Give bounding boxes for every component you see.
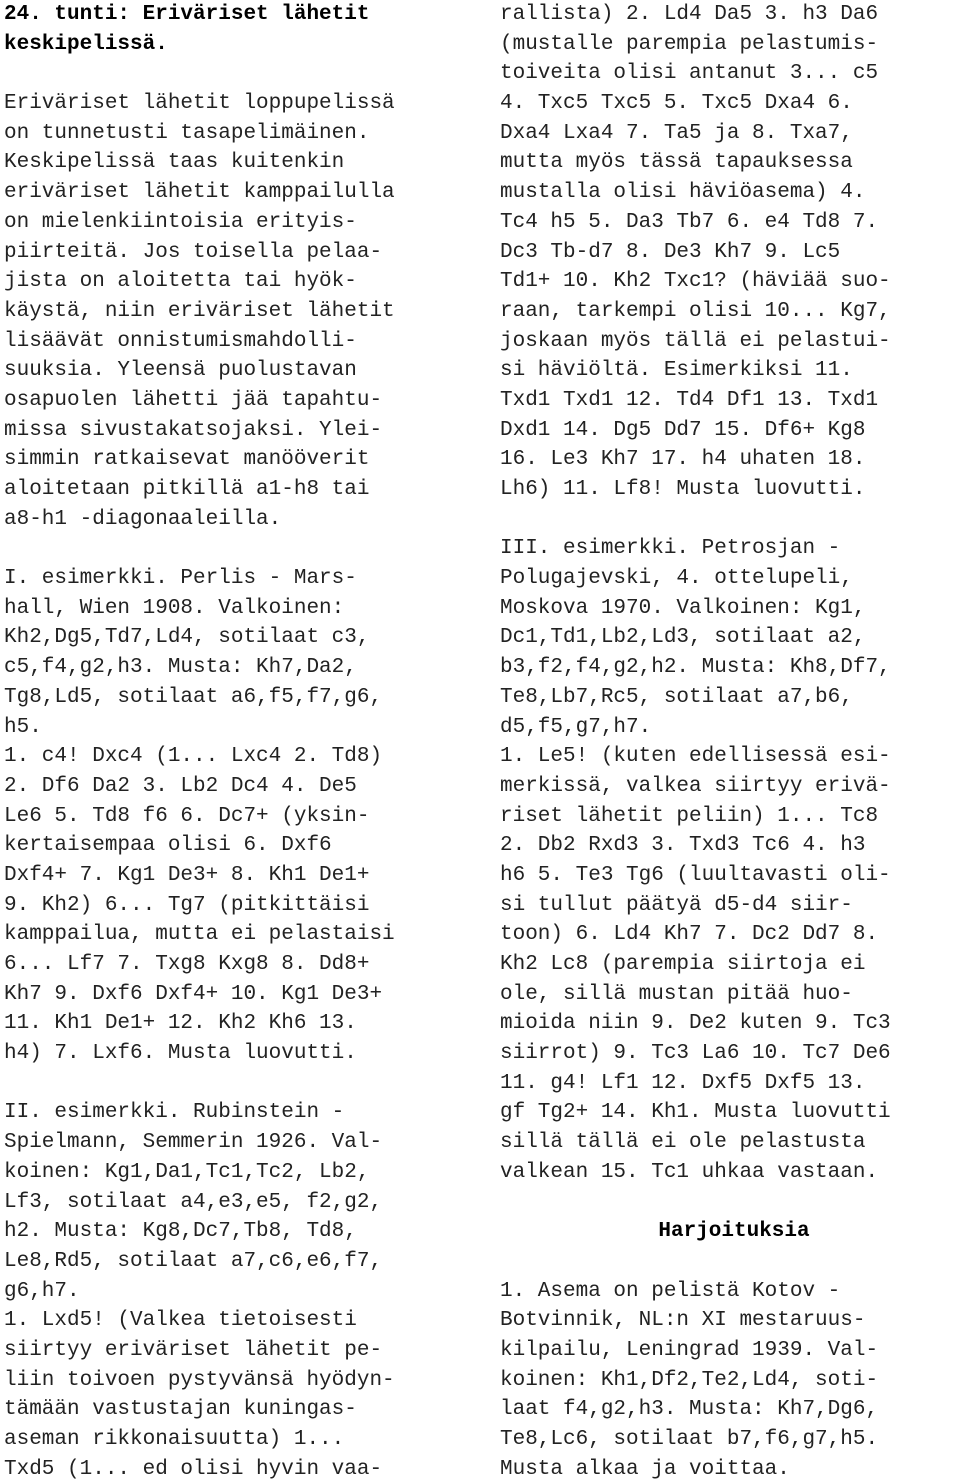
text-line: 1. Asema on pelistä Kotov - bbox=[500, 1279, 841, 1303]
text-line: Le6 5. Td8 f6 6. Dc7+ (yksin- bbox=[4, 804, 370, 828]
text-line: laat f4,g2,h3. Musta: Kh7,Dg6, bbox=[500, 1398, 879, 1422]
example-1 bbox=[4, 564, 472, 1069]
text-line: kilpailu, Leningrad 1939. Val- bbox=[500, 1338, 879, 1362]
text-line: Tg8,Ld5, sotilaat a6,f5,f7,g6, bbox=[4, 685, 383, 709]
text-line: h4) 7. Lxf6. Musta luovutti. bbox=[4, 1042, 357, 1066]
text-line: mutta myös tässä tapauksessa bbox=[500, 151, 853, 175]
text-line: 16. Le3 Kh7 17. h4 uhaten 18. bbox=[500, 448, 866, 472]
text-line: gf Tg2+ 14. Kh1. Musta luovutti bbox=[500, 1101, 891, 1125]
text-line: aloitetaan pitkillä a1-h8 tai bbox=[4, 478, 370, 501]
text-line: Musta alkaa ja voittaa. bbox=[500, 1457, 790, 1481]
text-line: 2. Db2 Rxd3 3. Txd3 Tc6 4. h3 bbox=[500, 834, 866, 858]
text-line: h5. bbox=[4, 715, 42, 739]
text-line: h6 5. Te3 Tg6 (luultavasti oli- bbox=[500, 863, 891, 887]
text-line: Dc1,Td1,Lb2,Ld3, sotilaat a2, bbox=[500, 626, 866, 650]
text-line: aseman rikkonaisuutta) 1... bbox=[4, 1428, 345, 1451]
text-line: on tunnetusti tasapelimäinen. bbox=[4, 121, 370, 145]
text-line: Dxa4 Lxa4 7. Ta5 ja 8. Txa7, bbox=[500, 121, 853, 145]
text-line: mioida niin 9. De2 kuten 9. Tc3 bbox=[500, 1012, 891, 1036]
text-line: riset lähetit peliin) 1... Tc8 bbox=[500, 804, 879, 828]
text-line: Kh2,Dg5,Td7,Ld4, sotilaat c3, bbox=[4, 626, 370, 650]
example-3 bbox=[500, 534, 960, 1187]
text-line: 2. Df6 Da2 3. Lb2 Dc4 4. De5 bbox=[4, 774, 357, 798]
example-2-continued bbox=[500, 0, 960, 505]
text-line: koinen: Kh1,Df2,Te2,Ld4, soti- bbox=[500, 1368, 879, 1392]
text-line: Txd1 Txd1 12. Td4 Df1 13. Txd1 bbox=[500, 388, 879, 412]
text-line: joskaan myös tällä ei pelastui- bbox=[500, 329, 891, 353]
example-2 bbox=[4, 1098, 472, 1484]
text-line: raan, tarkempi olisi 10... Kg7, bbox=[500, 299, 891, 323]
text-line: Tc4 h5 5. Da3 Tb7 6. e4 Td8 7. bbox=[500, 210, 879, 234]
text-line: Keskipelissä taas kuitenkin bbox=[4, 151, 345, 175]
text-line: a8-h1 -diagonaaleilla. bbox=[4, 507, 282, 531]
text-line: piirteitä. Jos toisella pelaa- bbox=[4, 240, 383, 264]
text-line: Td1+ 10. Kh2 Txc1? (häviää suo- bbox=[500, 270, 891, 294]
text-line: d5,f5,g7,h7. bbox=[500, 715, 652, 739]
text-line: 1. Lxd5! (Valkea tietoisesti bbox=[4, 1309, 357, 1333]
text-line: simmin ratkaisevat manööverit bbox=[4, 448, 370, 472]
title-line: 24. tunti: Eriväriset lähetit bbox=[4, 3, 370, 26]
text-line: 11. Kh1 De1+ 12. Kh2 Kh6 13. bbox=[4, 1012, 357, 1036]
text-line: 4. Txc5 Txc5 5. Txc5 Dxa4 6. bbox=[500, 92, 853, 116]
text-line: Moskova 1970. Valkoinen: Kg1, bbox=[500, 596, 866, 620]
text-line: tämään vastustajan kuningas- bbox=[4, 1398, 357, 1422]
text-line: Kh7 9. Dxf6 Dxf4+ 10. Kg1 De3+ bbox=[4, 982, 383, 1006]
text-line: b3,f2,f4,g2,h2. Musta: Kh8,Df7, bbox=[500, 656, 891, 680]
text-line: Botvinnik, NL:n XI mestaruus- bbox=[500, 1309, 866, 1333]
text-line: Te8,Lc6, sotilaat b7,f6,g7,h5. bbox=[500, 1428, 879, 1451]
text-line: eriväriset lähetit kamppailulla bbox=[4, 181, 395, 205]
text-line: missa sivustakatsojaksi. Ylei- bbox=[4, 418, 383, 442]
text-line: kertaisempaa olisi 6. Dxf6 bbox=[4, 834, 332, 858]
text-line: Lh6) 11. Lf8! Musta luovutti. bbox=[500, 478, 866, 501]
text-line: Le8,Rd5, sotilaat a7,c6,e6,f7, bbox=[4, 1249, 383, 1273]
text-line: siirtyy eriväriset lähetit pe- bbox=[4, 1338, 383, 1362]
text-line: 9. Kh2) 6... Tg7 (pitkittäisi bbox=[4, 893, 370, 917]
text-line: 1. c4! Dxc4 (1... Lxc4 2. Td8) bbox=[4, 745, 383, 769]
exercise-1 bbox=[500, 1277, 960, 1484]
text-line: Dxd1 14. Dg5 Dd7 15. Df6+ Kg8 bbox=[500, 418, 866, 442]
text-line: c5,f4,g2,h3. Musta: Kh7,Da2, bbox=[4, 656, 357, 680]
text-line: Kh2 Lc8 (parempia siirtoja ei bbox=[500, 953, 866, 976]
lesson-title bbox=[4, 0, 472, 59]
text-line: II. esimerkki. Rubinstein - bbox=[4, 1101, 345, 1125]
text-line: Dxf4+ 7. Kg1 De3+ 8. Kh1 De1+ bbox=[4, 863, 370, 887]
text-line: Lf3, sotilaat a4,e3,e5, f2,g2, bbox=[4, 1190, 383, 1214]
text-line: Polugajevski, 4. ottelupeli, bbox=[500, 567, 853, 591]
text-line: koinen: Kg1,Da1,Tc1,Tc2, Lb2, bbox=[4, 1160, 370, 1184]
text-line: ole, sillä mustan pitää huo- bbox=[500, 982, 853, 1006]
text-line: sillä tällä ei ole pelastusta bbox=[500, 1131, 866, 1155]
text-line: g6,h7. bbox=[4, 1279, 80, 1303]
text-line: si tullut päätyä d5-d4 siir- bbox=[500, 893, 853, 917]
title-line: keskipelissä. bbox=[4, 32, 168, 56]
text-line: mustalla olisi häviöasema) 4. bbox=[500, 181, 866, 205]
text-line: h2. Musta: Kg8,Dc7,Tb8, Td8, bbox=[4, 1220, 357, 1244]
exercises-heading: Harjoituksia bbox=[658, 1220, 810, 1244]
text-line: Dc3 Tb-d7 8. De3 Kh7 9. Lc5 bbox=[500, 240, 841, 264]
text-line: suuksia. Yleensä puolustavan bbox=[4, 359, 357, 383]
text-line: Eriväriset lähetit loppupelissä bbox=[4, 92, 395, 116]
text-line: käystä, niin eriväriset lähetit bbox=[4, 299, 395, 323]
text-line: osapuolen lähetti jää tapahtu- bbox=[4, 388, 383, 412]
text-line: 11. g4! Lf1 12. Dxf5 Dxf5 13. bbox=[500, 1071, 866, 1095]
text-line: Txd5 (1... ed olisi hyvin vaa- bbox=[4, 1457, 383, 1481]
text-line: toiveita olisi antanut 3... c5 bbox=[500, 62, 879, 86]
text-line: III. esimerkki. Petrosjan - bbox=[500, 537, 841, 561]
text-line: valkean 15. Tc1 uhkaa vastaan. bbox=[500, 1160, 879, 1184]
text-line: jista on aloitetta tai hyök- bbox=[4, 270, 357, 294]
text-line: Spielmann, Semmerin 1926. Val- bbox=[4, 1131, 383, 1155]
text-line: 1. Le5! (kuten edellisessä esi- bbox=[500, 745, 891, 769]
text-line: si häviöltä. Esimerkiksi 11. bbox=[500, 359, 853, 383]
text-line: merkissä, valkea siirtyy erivä- bbox=[500, 774, 891, 798]
text-line: siirrot) 9. Tc3 La6 10. Tc7 De6 bbox=[500, 1042, 891, 1066]
right-column bbox=[500, 0, 960, 1484]
text-line: lisäävät onnistumismahdolli- bbox=[4, 329, 357, 353]
text-line: toon) 6. Ld4 Kh7 7. Dc2 Dd7 8. bbox=[500, 923, 879, 947]
intro-paragraph bbox=[4, 89, 472, 534]
text-line: liin toivoen pystyvänsä hyödyn- bbox=[4, 1368, 395, 1392]
text-line: Te8,Lb7,Rc5, sotilaat a7,b6, bbox=[500, 685, 853, 709]
left-column bbox=[4, 0, 472, 1484]
text-line: on mielenkiintoisia erityis- bbox=[4, 210, 357, 234]
text-line: hall, Wien 1908. Valkoinen: bbox=[4, 596, 345, 620]
text-line: kamppailua, mutta ei pelastaisi bbox=[4, 923, 395, 947]
text-line: 6... Lf7 7. Txg8 Kxg8 8. Dd8+ bbox=[4, 953, 370, 976]
text-line: I. esimerkki. Perlis - Mars- bbox=[4, 567, 357, 591]
text-line: rallista) 2. Ld4 Da5 3. h3 Da6 bbox=[500, 3, 879, 26]
text-line: (mustalle parempia pelastumis- bbox=[500, 32, 879, 56]
